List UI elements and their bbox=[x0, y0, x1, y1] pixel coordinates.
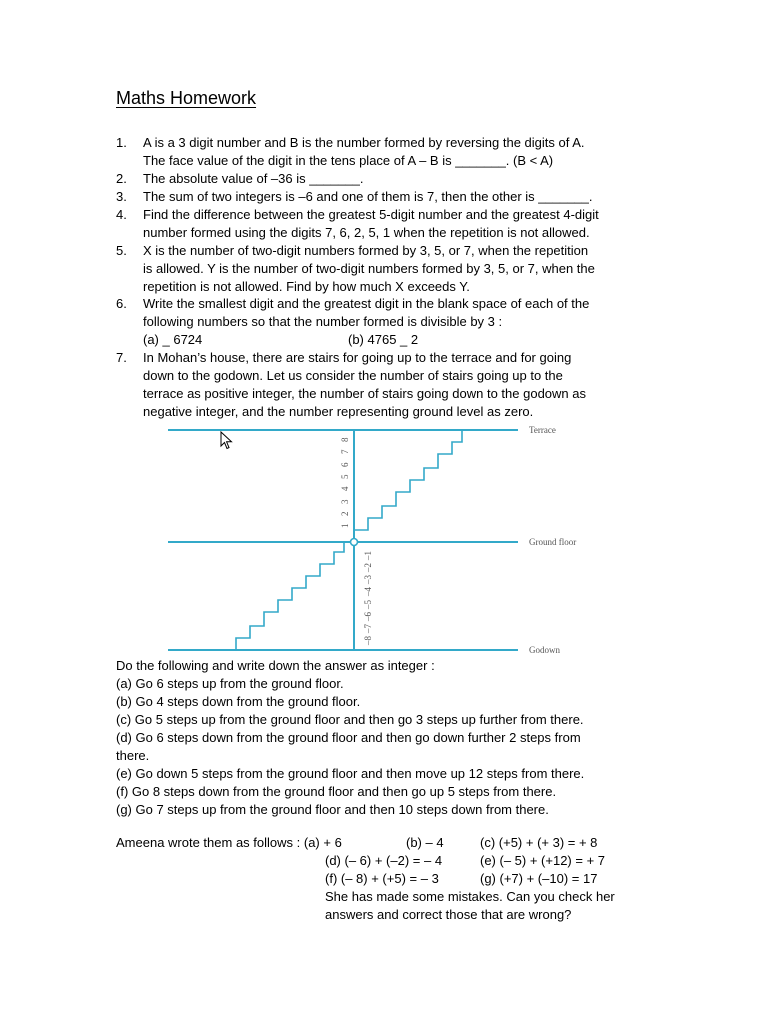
tick-label: 8 bbox=[340, 437, 350, 442]
tick-label: 4 bbox=[340, 486, 350, 491]
instruction-item: there. bbox=[116, 748, 150, 763]
tick-label: –1 bbox=[363, 551, 373, 560]
answer-b: (b) – 4 bbox=[406, 835, 444, 850]
option-a: (a) _ 6724 bbox=[143, 332, 203, 347]
tick-label: –4 bbox=[363, 587, 373, 596]
instructions-heading: Do the following and write down the answer as integer : bbox=[116, 658, 435, 673]
question-text: negative integer, and the number representing ground level as zero. bbox=[143, 404, 534, 419]
instruction-item: (f) Go 8 steps down from the ground floor and then go up 5 steps from there. bbox=[116, 784, 557, 799]
question-text: number formed using the digits 7, 6, 2, 5, 1 when the repetition is not allowed. bbox=[143, 225, 590, 240]
tick-label: –7 bbox=[363, 624, 373, 633]
question-number: 2. bbox=[116, 171, 127, 186]
tick-label: 1 bbox=[340, 523, 350, 528]
closing-line-2: answers and correct those that are wrong? bbox=[325, 907, 572, 922]
closing-line-1: She has made some mistakes. Can you check her bbox=[325, 889, 615, 904]
tick-label: –8 bbox=[363, 636, 373, 645]
tick-label: 3 bbox=[340, 499, 350, 504]
tick-label: –3 bbox=[363, 575, 373, 584]
question-number: 6. bbox=[116, 296, 127, 311]
question-number: 1. bbox=[116, 135, 127, 150]
instruction-item: (d) Go 6 steps down from the ground floor and then go down further 2 steps from bbox=[116, 730, 581, 745]
terrace-label: Terrace bbox=[529, 425, 556, 435]
instruction-item: (c) Go 5 steps up from the ground floor and then go 3 steps up further from there. bbox=[116, 712, 584, 727]
page-title: Maths Homework bbox=[116, 88, 257, 108]
instructions bbox=[116, 657, 656, 819]
stairs-down bbox=[236, 542, 344, 650]
question-number: 7. bbox=[116, 350, 127, 365]
question-text: X is the number of two-digit numbers formed by 3, 5, or 7, when the repetition bbox=[143, 243, 589, 258]
option-b: (b) 4765 _ 2 bbox=[348, 332, 419, 347]
tick-label: 2 bbox=[340, 511, 350, 516]
question-text: In Mohan’s house, there are stairs for going up to the terrace and for going bbox=[143, 350, 572, 365]
question-number: 4. bbox=[116, 207, 127, 222]
ground-floor-label: Ground floor bbox=[529, 537, 577, 547]
question-text: A is a 3 digit number and B is the number formed by reversing the digits of A. bbox=[143, 135, 585, 150]
question-text: down to the godown. Let us consider the number of stairs going up to the bbox=[143, 368, 563, 383]
question-text: The sum of two integers is –6 and one of them is 7, then the other is _______. bbox=[143, 189, 593, 204]
question-number: 5. bbox=[116, 243, 127, 258]
instruction-item: (e) Go down 5 steps from the ground floor and then move up 12 steps from there. bbox=[116, 766, 585, 781]
stairs-up bbox=[354, 430, 462, 530]
tick-label: 6 bbox=[340, 462, 350, 467]
question-text: Write the smallest digit and the greatest digit in the blank space of each of the bbox=[143, 296, 590, 311]
question-number: 3. bbox=[116, 189, 127, 204]
question-options bbox=[143, 331, 663, 349]
answer-d: (d) (– 6) + (–2) = – 4 bbox=[325, 853, 443, 868]
instruction-item: (b) Go 4 steps down from the ground floor. bbox=[116, 694, 361, 709]
question-text: is allowed. Y is the number of two-digit numbers formed by 3, 5, or 7, when the bbox=[143, 261, 595, 276]
instruction-item: (g) Go 7 steps up from the ground floor and then 10 steps down from there. bbox=[116, 802, 549, 817]
question-text: repetition is not allowed. Find by how much X exceeds Y. bbox=[143, 279, 470, 294]
tick-label: –2 bbox=[363, 563, 373, 572]
tick-label: –6 bbox=[363, 612, 373, 621]
tick-label: 5 bbox=[340, 474, 350, 479]
ameena-intro: Ameena wrote them as follows : (a) + 6 bbox=[116, 835, 342, 850]
instruction-item: (a) Go 6 steps up from the ground floor. bbox=[116, 676, 344, 691]
question-text: following numbers so that the number formed is divisible by 3 : bbox=[143, 314, 503, 329]
mouse-pointer-icon bbox=[220, 431, 234, 451]
answer-e: (e) (– 5) + (+12) = + 7 bbox=[480, 853, 606, 868]
staircase-diagram bbox=[160, 418, 620, 658]
question-text: The absolute value of –36 is _______. bbox=[143, 171, 364, 186]
answer-c: (c) (+5) + (+ 3) = + 8 bbox=[480, 835, 598, 850]
tick-label: 7 bbox=[340, 449, 350, 454]
question-text: Find the difference between the greatest 5-digit number and the greatest 4-digit bbox=[143, 207, 599, 222]
answer-f: (f) (– 8) + (+5) = – 3 bbox=[325, 871, 439, 886]
godown-label: Godown bbox=[529, 645, 560, 655]
answer-g: (g) (+7) + (–10) = 17 bbox=[480, 871, 598, 886]
tick-label: –5 bbox=[363, 600, 373, 609]
question-text: The face value of the digit in the tens place of A – B is _______. (B < A) bbox=[143, 153, 554, 168]
zero-point-marker bbox=[351, 539, 358, 546]
question-text: terrace as positive integer, the number of stairs going down to the godown as bbox=[143, 386, 586, 401]
